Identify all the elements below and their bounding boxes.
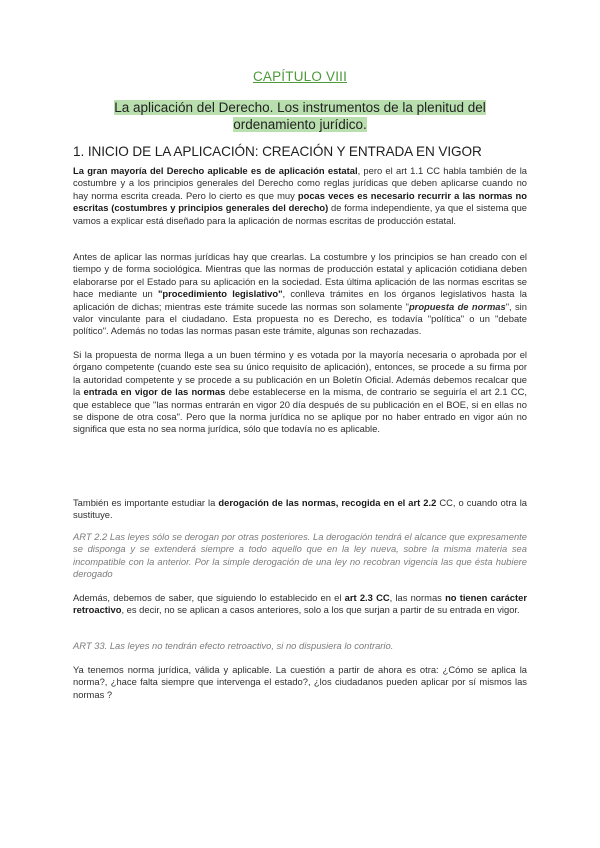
paragraph-3 [73, 349, 527, 436]
text-run: Además, debemos de saber, que siguiendo lo establecido en el [73, 592, 345, 603]
quote-art-2-2: ART 2.2 Las leyes sólo se derogan por otras posteriores. La derogación tendrá el alcance que expresamente se disponga y se extenderá siempre a todo aquello que en la ley nueva, sobre la misma materia sea incompatible con la anterior. Por la simple derogación de una ley no recobran vigencia las que ésta hubiere derogado [73, 531, 527, 580]
bold-text: derogación de las normas, recogida en el art 2.2 [218, 497, 437, 508]
text-run: Antes de aplicar las normas jurídicas hay que crearlas. La costumbre y los principios se han creado con el tiempo y de forma sociológica. Mientras que las normas de producción estatal y aplicación cotidiana deben elaborarse por el Estado para su aplicación en la sociedad. Esta última aplicación de las normas escritas se hace mediante un [73, 251, 527, 300]
chapter-heading: CAPÍTULO VIII [252, 69, 348, 84]
text-run: CC, o cuando otra la sustituye. [73, 497, 527, 521]
text-run: , las normas [389, 592, 446, 603]
quote-art-33: ART 33. Las leyes no tendrán efecto retroactivo, si no dispusiera lo contrario. [73, 640, 394, 651]
text-run: , pero el art 1.1 CC habla también de la costumbre y a los principios generales del Derecho como reglas jurídicas que deben aplicarse cuando no hay norma escrita creada. Pero lo cierto es que muy [73, 165, 527, 201]
bold-text: no tienen carácter retroactivo [73, 592, 527, 616]
paragraph-2 [73, 251, 527, 338]
bold-text: "procedimiento legislativo" [157, 288, 283, 300]
text-run: , es decir, no se aplican a casos anteriores, solo a los que surjan a partir de su entrada en vigor. [121, 604, 520, 616]
text-run: , conlleva trámites en los órganos legislativos hasta la aplicación de dichas; mientras este trámite sucede las normas son solamente " [73, 288, 528, 312]
text-run: debe establecerse en la misma, de contrario se seguiría el art 2.1 CC, que establece que "las normas entrarán en vigor 20 día después de su publicación en el BOE, si en ellas no se dispone de otra cosa". Pero que la norma jurídica no se aplique por no haber entrado en vigor aún no significa que esta no sea norma jurídica, sólo que todavía no es aplicable. [73, 386, 527, 435]
paragraph-1 [73, 165, 527, 227]
paragraph-6 [73, 592, 527, 617]
chapter-subtitle [104, 99, 496, 133]
bold-text: La gran mayoría del Derecho aplicable es de aplicación estatal [73, 165, 358, 176]
chapter-subtitle-text: La aplicación del Derecho. Los instrumentos de la plenitud del ordenamiento jurídico. [114, 100, 486, 132]
bold-text: art 2.3 CC [344, 592, 390, 603]
paragraph-8: Ya tenemos norma jurídica, válida y aplicable. La cuestión a partir de ahora es otra: ¿Cómo se aplica la norma?, ¿hace falta siempre que intervenga el estado?, ¿los ciudadanos pueden aplicar por sí mismos las normas ? [73, 664, 527, 700]
text-run: ", sin valor vinculante para el ciudadano. Esta propuesta no es Derecho, es todavía "política" o un "debate político". Además no todas las normas pasan este trámite, algunas son rechazadas. [73, 300, 527, 337]
bold-italic-text: propuesta de normas [408, 300, 506, 312]
paragraph-4 [73, 497, 527, 522]
text-run: También es importante estudiar la [73, 497, 219, 508]
bold-text: pocas veces es necesario recurrir a las normas no escritas (costumbres y principios generales del derecho) [73, 189, 528, 214]
bold-text: entrada en vigor de las normas [83, 386, 226, 398]
section-title: 1. INICIO DE LA APLICACIÓN: CREACIÓN Y ENTRADA EN VIGOR [73, 144, 482, 159]
text-run: Si la propuesta de norma llega a un buen término y es votada por la mayoría necesaria o aprobada por el órgano competente (cuando este sea su único requisito de aplicación), entonces, se procede a su firma por la autoridad competente y se procede a su publicación en un Boletín Oficial. Además debemos recalcar que la [73, 349, 527, 398]
text-run: de forma independiente, ya que el sistema que vamos a explicar está diseñado para la aplicación de normas escritas de producción estatal. [73, 202, 528, 226]
